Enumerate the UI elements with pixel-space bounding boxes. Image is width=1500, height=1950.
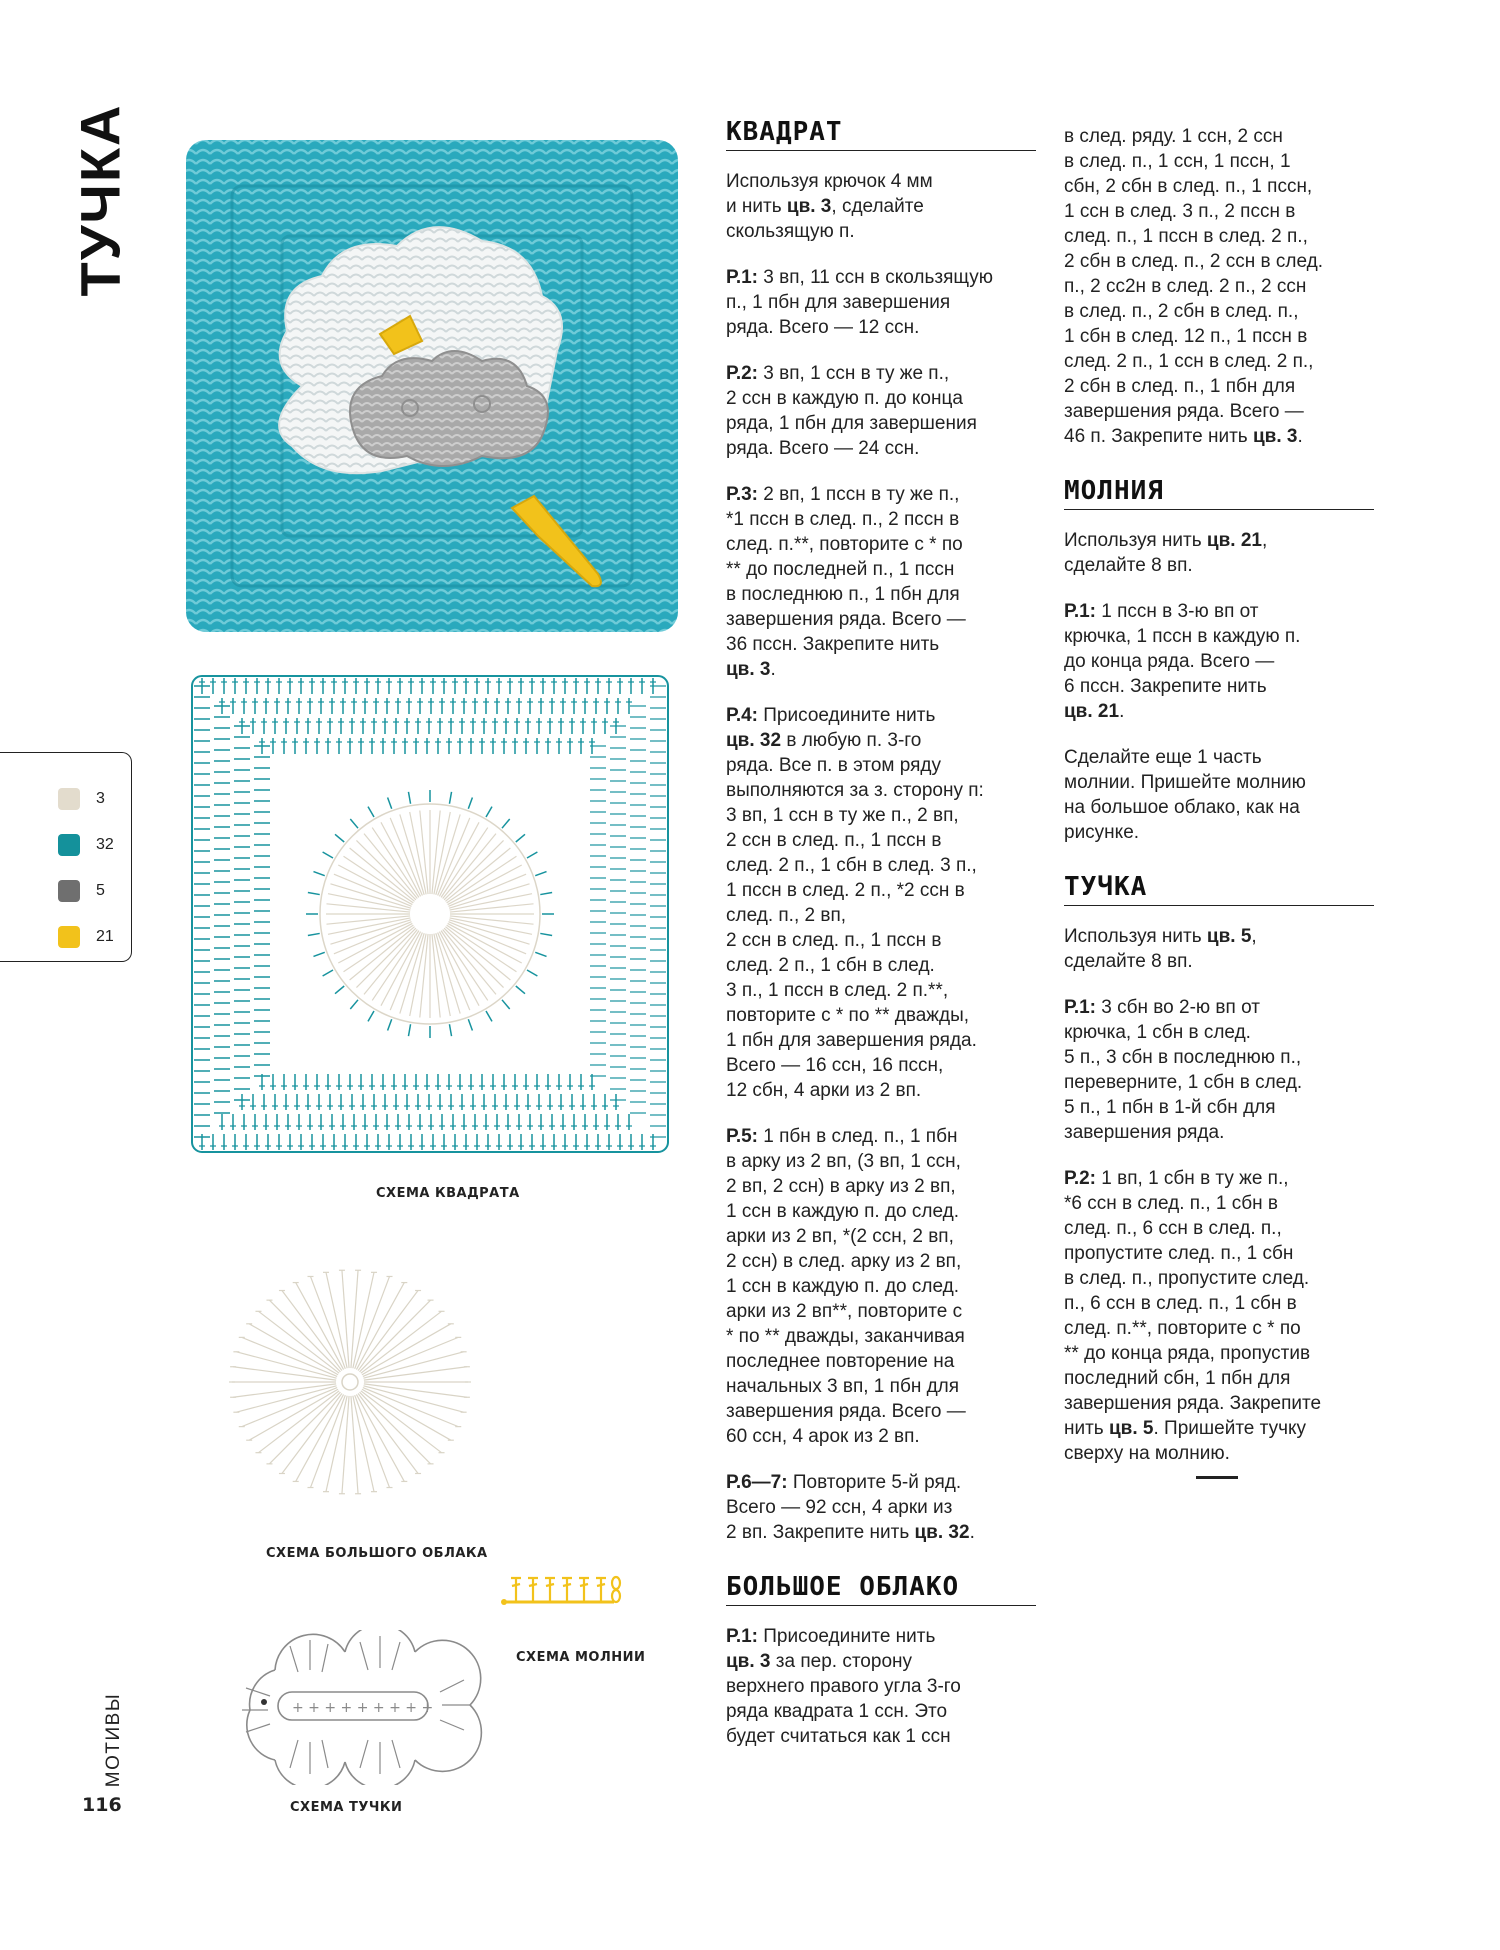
text-column-1 bbox=[726, 117, 1036, 1770]
square-row-3: Р.3: 2 вп, 1 пссн в ту же п., *1 пссн в след. п., 2 пссн в след. п.**, повторите с * по ** до последней п., 1 пссн в последнюю п., 1 пбн для завершения ряда. Всего — 36 пссн. Закрепите нить цв. 3. bbox=[726, 484, 966, 680]
legend-label: 3 bbox=[96, 790, 105, 807]
color-swatch bbox=[58, 880, 80, 902]
small-cloud-row-2: Р.2: 1 вп, 1 сбн в ту же п., *6 ссн в след. п., 1 сбн в след. п., 6 ссн в след. п., пропустите след. п., 1 сбн в след. п., пропустите след. п., 6 ссн в след. п., 1 сбн в след. п.**, повторите с * по ** до конца ряда, пропустив последний сбн, 1 пбн для завершения ряда. Закрепите нить цв. 5. Пришейте тучку сверху на молнию. bbox=[1064, 1168, 1322, 1464]
page-number: 116 bbox=[82, 1794, 122, 1816]
end-mark bbox=[1196, 1476, 1238, 1479]
small-cloud-row-1: Р.1: 3 сбн во 2-ю вп от крючка, 1 сбн в след. 5 п., 3 сбн в последнюю п., переверните, 1 сбн в след. 5 п., 1 пбн в 1-й сбн для завершения ряда. bbox=[1064, 997, 1303, 1143]
square-row-4: Р.4: Присоедините нить цв. 32 в любую п. 3-го ряда. Все п. в этом ряду выполняются за з. сторону п: 3 вп, 1 ссн в ту же п., 2 вп, 2 ссн в след. п., 1 пссн в след. 2 п., 1 сбн в след. 3 п., 1 пссн в след. 2 п., *2 ссн в след. п., 2 вп, 2 ссн в след. п., 1 пссн в след. 2 п., 1 сбн в след. 3 п., 1 пссн в след. 2 п.**, повторите с * по ** дважды, 1 пбн для завершения ряда. Всего — 16 ссн, 16 пссн, 12 сбн, 4 арки из 2 вп. bbox=[726, 705, 984, 1101]
big-cloud-row-1: Р.1: Присоедините нить цв. 3 за пер. сторону верхнего правого угла 3-го ряда квадрата 1 ссн. Это будет считаться как 1 ссн bbox=[726, 1626, 961, 1747]
square-chart-caption: СХЕМА КВАДРАТА bbox=[376, 1186, 520, 1201]
svg-text:+ + + + + + + + +: + + + + + + + + + bbox=[292, 1700, 434, 1716]
square-chart bbox=[188, 672, 672, 1156]
legend-item bbox=[58, 879, 105, 903]
color-swatch bbox=[58, 788, 80, 810]
section-heading-square: КВАДРАТ bbox=[726, 120, 1036, 151]
square-row-5: Р.5: 1 пбн в след. п., 1 пбн в арку из 2 вп, (3 вп, 1 ссн, 2 вп, 2 ссн) в арку из 2 вп, 1 ссн в каждую п. до след. арки из 2 вп, *(2 ссн, 2 вп, 2 ссн) в след. арку из 2 вп, 1 ссн в каждую п. до след. арки из 2 вп**, повторите с * по ** дважды, заканчивая последнее повторение на начальных 3 вп, 1 пбн для завершения ряда. Всего — 60 ссн, 4 арок из 2 вп. bbox=[726, 1126, 966, 1447]
lightning-note: Сделайте еще 1 часть молнии. Пришейте молнию на большое облако, как на рисунке. bbox=[1064, 747, 1306, 843]
small-cloud-chart-caption: СХЕМА ТУЧКИ bbox=[290, 1800, 403, 1815]
square-row-6-7: Р.6—7: Повторите 5-й ряд. Всего — 92 ссн, 4 арки из 2 вп. Закрепите нить цв. 32. bbox=[726, 1472, 975, 1543]
section-name: МОТИВЫ bbox=[103, 1692, 124, 1788]
small-cloud-chart bbox=[220, 1630, 520, 1785]
square-row-2: Р.2: 3 вп, 1 ссн в ту же п., 2 ссн в каждую п. до конца ряда, 1 пбн для завершения ряда. Всего — 24 ссн. bbox=[726, 363, 977, 459]
big-cloud-chart bbox=[198, 1242, 510, 1514]
big-cloud-chart-caption: СХЕМА БОЛЬШОГО ОБЛАКА bbox=[266, 1546, 488, 1561]
square-intro: Используя крючок 4 мм и нить цв. 3, сделайте скользящую п. bbox=[726, 171, 933, 242]
motif-photo bbox=[182, 136, 682, 636]
legend-item bbox=[58, 833, 114, 857]
small-cloud-intro: Используя нить цв. 5, сделайте 8 вп. bbox=[1064, 926, 1257, 972]
legend-item bbox=[58, 925, 114, 949]
legend-label: 21 bbox=[96, 928, 114, 945]
color-swatch bbox=[58, 834, 80, 856]
lightning-intro: Используя нить цв. 21, сделайте 8 вп. bbox=[1064, 530, 1268, 576]
yarn-legend bbox=[0, 752, 132, 962]
lightning-chart-caption: СХЕМА МОЛНИИ bbox=[516, 1650, 646, 1665]
section-heading-small-cloud: ТУЧКА bbox=[1064, 875, 1374, 906]
section-heading-lightning: МОЛНИЯ bbox=[1064, 479, 1374, 510]
color-swatch bbox=[58, 926, 80, 948]
square-row-1: Р.1: 3 вп, 11 ссн в скользящую п., 1 пбн для завершения ряда. Всего — 12 ссн. bbox=[726, 267, 993, 338]
lightning-chart bbox=[500, 1572, 624, 1610]
page-title: ТУЧКА bbox=[68, 103, 132, 297]
legend-label: 5 bbox=[96, 882, 105, 899]
legend-item bbox=[58, 787, 105, 811]
legend-label: 32 bbox=[96, 836, 114, 853]
big-cloud-continued: в след. ряду. 1 ссн, 2 ссн в след. п., 1 ссн, 1 пссн, 1 сбн, 2 сбн в след. п., 1 пссн, 1 ссн в след. 3 п., 2 пссн в след. п., 1 пссн в след. 2 п., 2 сбн в след. п., 2 ссн в след. п., 2 сс2н в след. 2 п., 2 ссн в след. п., 2 сбн в след. п., 1 сбн в след. 12 п., 1 пссн в след. 2 п., 1 ссн в след. 2 п., 2 сбн в след. п., 1 пбн для завершения ряда. Всего — 46 п. Закрепите нить цв. 3. bbox=[1064, 126, 1323, 447]
text-column-2 bbox=[1064, 124, 1374, 1479]
lightning-row-1: Р.1: 1 пссн в 3-ю вп от крючка, 1 пссн в каждую п. до конца ряда. Всего — 6 пссн. Закрепите нить цв. 21. bbox=[1064, 601, 1301, 722]
section-heading-big-cloud: БОЛЬШОЕ ОБЛАКО bbox=[726, 1575, 1036, 1606]
